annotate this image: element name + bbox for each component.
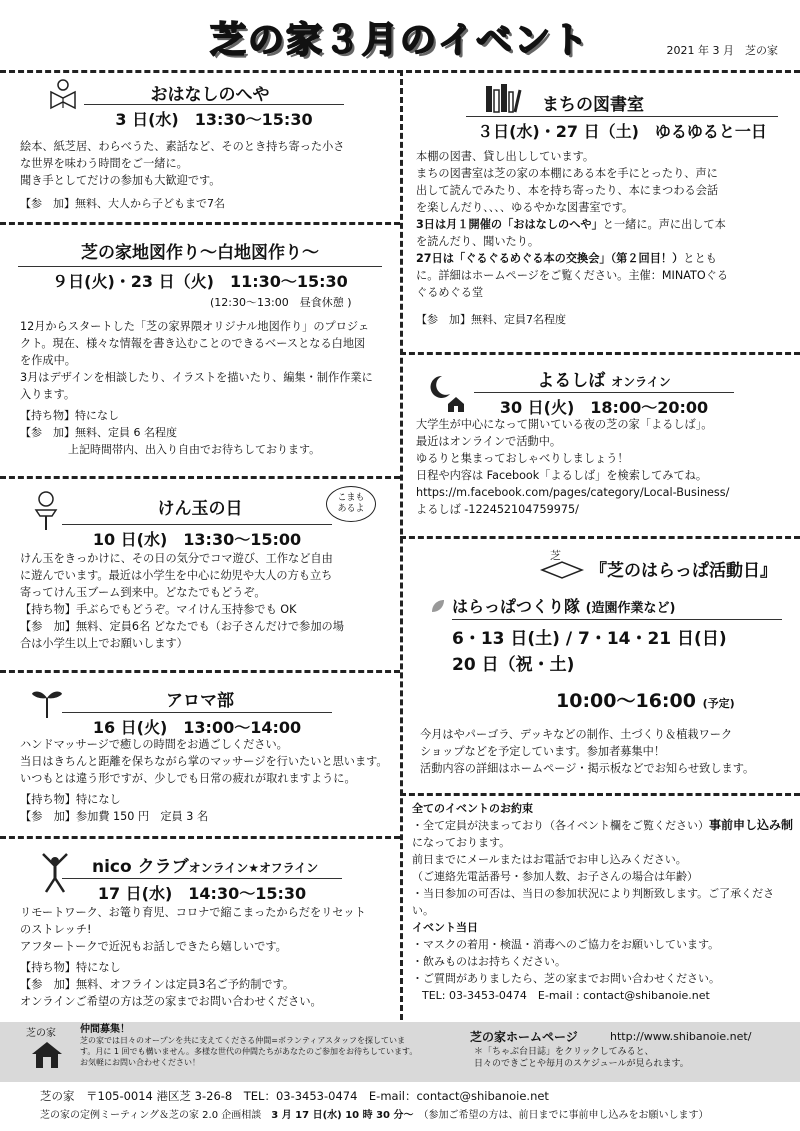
sprout-icon: [30, 684, 64, 720]
harappa-subtitle: [452, 594, 782, 620]
divider-left-3: [0, 670, 400, 673]
field-icon: [540, 548, 584, 582]
rules-day1: ・マスクの着用・検温・消毒へのご協力をお願いしています。: [412, 938, 720, 951]
meeting-label: 芝の家の定例ミーティング＆芝の家 2.0 企画相談: [40, 1110, 262, 1121]
aroma-join: 【参 加】参加費 150 円 定員 3 名: [20, 810, 209, 823]
harappa-dates-1: 6・13 日(土) / 7・14・21 日(日): [452, 629, 727, 649]
divider-center: [400, 70, 403, 1020]
yorushiba-description: 大学生が中心になって開いている夜の芝の家「よるしば」。 最近はオンラインで活動中。 ゆるりと集まっておしゃべりしましょう！ 日程や内容は Facebook「よるしば」を検索してみてね。 https://m.facebook.com/pages/category/Local-Business/ よるしば -122452104759975/: [416, 418, 730, 516]
storybook-icon: [48, 78, 78, 110]
kendama-bring: 【持ち物】手ぶらでもどうぞ。マイけん玉持参でも OK: [20, 603, 297, 616]
meeting-note: （参加ご希望の方は、前日までに事前申し込みをお願いします）: [423, 1110, 709, 1121]
footer-address: 芝の家 〒105-0014 港区芝 3-26-8 TEL：03-3453-0474 E-mail：contact@shibanoie.net: [40, 1089, 549, 1103]
event-time-map: ９日(火)・23 日（火) 11:30〜15:30: [18, 266, 382, 292]
divider-right-3: [400, 793, 800, 796]
moon-house-icon: [426, 374, 466, 414]
rules-contact: TEL: 03-3453-0474 E-mail : contact@shibanoie.net: [422, 989, 710, 1002]
rules-day2: ・飲みものはお持ちください。: [412, 955, 566, 968]
nico-title-main: nico クラブ: [92, 857, 189, 877]
library-note1: と一緒に。声に出して本 を読んだり、聞いたり。: [416, 218, 726, 248]
library-note2: ととも に。詳細はホームページをご覧ください。主催：MINATOぐる ぐるめぐる堂: [416, 252, 729, 299]
map-break-time: (12:30〜13:00 昼食休憩 ): [210, 296, 352, 309]
divider-left-1: [0, 222, 400, 225]
yorushiba-title-sub: オンライン: [611, 375, 671, 389]
recruit-title: 仲間募集！: [80, 1024, 130, 1035]
field-icon-label: 芝: [550, 549, 561, 562]
event-title-library: まちの図書室: [542, 95, 644, 115]
event-title-nico: [80, 852, 380, 877]
library-note2-bold: 27日は「ぐるぐるめぐる本の交換会」（第２回目！）: [416, 252, 684, 265]
divider-right-2: [400, 536, 800, 539]
issue-date: 2021 年 3 月 芝の家: [666, 44, 778, 57]
event-time-yorushiba: 30 日(火) 18:00〜20:00: [474, 392, 734, 418]
event-title-map: 芝の家地図作り〜白地図作り〜: [81, 243, 319, 263]
harappa-time-main: 10:00〜16:00: [556, 690, 696, 712]
harappa-subtitle-main: はらっぱつくり隊: [452, 597, 581, 616]
event-time-ohanashi: 3 日(水) 13:30〜15:30: [84, 104, 344, 130]
harappa-time: [556, 686, 796, 713]
nico-join: 【参 加】無料、オフラインは定員3名ご予約制です。 オンラインご希望の方は芝の家までお問い合わせください。: [20, 978, 322, 1008]
meeting-date: 3 月 17 日(水) 10 時 30 分〜: [271, 1110, 414, 1121]
library-description: 本棚の図書、貸し出ししています。 まちの図書室は芝の家の本棚にある本を手にとったり、声に 出して読んでみたり、本を持ち寄ったり、本にまつわる会話 を楽しんだり、、、、ゆるやかな図書室です。: [416, 150, 719, 214]
recruit-body: 芝の家では日々のオープンを共に支えてくださる仲間=ボランティアスタッフを探していま す。月に 1 回でも構いません。多様な世代の仲間たちがあなたのご参加をお待ちしています。 お気軽にお問い合わせください！: [80, 1036, 418, 1067]
footer-hp-title: 芝の家ホームページ: [470, 1030, 578, 1044]
rules-day3: ・ご質問がありましたら、芝の家までお問い合わせください。: [412, 972, 720, 985]
footer-meeting: [40, 1106, 800, 1121]
event-title-ohanashi: おはなしのへや: [150, 85, 270, 105]
aroma-bring: 【持ち物】特になし: [20, 793, 121, 806]
event-time-aroma: 16 日(火) 13:00〜14:00: [62, 712, 332, 738]
rules-line1b: になっております。: [412, 836, 511, 849]
page-title: 芝の家３月のイベント: [209, 20, 590, 61]
event-body-library: [416, 148, 794, 328]
event-body-yorushiba: [416, 416, 796, 518]
event-title-kendama: けん玉の日: [157, 499, 243, 519]
divider-left-4: [0, 836, 400, 839]
rules-line4: ・当日参加の可否は、当日の参加状況により判断致します。ご了承ください。: [412, 887, 775, 917]
rules-line2: 前日までにメールまたはお電話でお申し込みください。: [412, 853, 687, 866]
nico-description: リモートワーク、お篭り育児、コロナで縮こまったからだをリセット のストレッチ! アフタートークで近況もお話しできたら嬉しいです。: [20, 906, 366, 953]
map-join-note: 上記時間帯内、出入り自由でお待ちしております。: [68, 443, 321, 456]
rules-line1: ・全て定員が決まっており（各イベント欄をご覧ください）: [412, 819, 709, 832]
library-join: 【参 加】無料、定員7名程度: [416, 313, 566, 326]
yorushiba-title-main: よるしば: [537, 371, 606, 391]
kendama-badge: こまも あるよ: [326, 486, 376, 522]
event-title-yorushiba: [474, 366, 734, 391]
nico-bring: 【持ち物】特になし: [20, 961, 121, 974]
footer-recruit: [80, 1024, 420, 1068]
map-join: 【参 加】無料、定員 6 名程度: [20, 426, 177, 439]
event-time-nico: 17 日(水) 14:30〜15:30: [62, 878, 342, 904]
map-bring: 【持ち物】特になし: [20, 409, 119, 422]
kendama-description: けん玉をきっかけに、その日の気分でコマ遊び、工作など自由 に遊んでいます。最近は小学生を中心に幼児や大人の方も立ち 寄ってけん玉ブーム到来中。どなたでもどうぞ。: [20, 552, 333, 599]
map-description: 12月からスタートした「芝の家界隈オリジナル地図作り」のプロジェ クト。現在、様々な情報を書き込むことのできるベースとなる白地図 を作成中。 3月はデザインを相談したり、イラストを描いたり、編集・制作作業に 入ります。: [20, 320, 373, 401]
event-time-kendama: 10 日(水) 13:30〜15:00: [62, 524, 332, 550]
house-logo-icon: [30, 1040, 64, 1070]
footer-logo-text: 芝の家: [26, 1028, 56, 1039]
event-rules: [412, 800, 796, 1004]
event-title-aroma: アロマ部: [166, 691, 234, 711]
footer-hp-url[interactable]: http://www.shibanoie.net/: [610, 1030, 752, 1043]
footer-hp-note: ＊「ちゃぶ台日誌」をクリックしてみると、 日々のできごとや毎月のスケジュールが見られます。: [474, 1047, 689, 1069]
harappa-subtitle-note: (造園作業など): [585, 601, 676, 616]
library-note1-bold: 3日は月１開催の「おはなしのへや」: [416, 218, 603, 231]
event-body-aroma: [20, 736, 395, 825]
event-body-harappa: [420, 726, 798, 777]
ohanashi-description: 絵本、紙芝居、わらべうた、素話など、そのとき持ち寄った小さ な世界を味わう時間をご一緒に。 聞き手としてだけの参加も大歓迎です。: [20, 140, 345, 187]
event-body-nico: [20, 904, 395, 1010]
leaf-icon: [430, 598, 446, 614]
divider-right-1: [400, 352, 800, 355]
event-title-harappa: 『芝のはらっぱ活動日』: [590, 561, 777, 581]
event-body-ohanashi: [20, 138, 390, 212]
rules-line1-bold: 事前申し込み制: [709, 818, 794, 832]
ohanashi-join: 【参 加】無料、大人から子どもまで7名: [20, 197, 225, 210]
rules-line3: （ご連絡先電話番号・参加人数、お子さんの場合は年齢）: [412, 870, 698, 883]
event-body-map: [20, 318, 392, 458]
rules-title: 全てのイベントのお約束: [412, 802, 533, 815]
rules-day-title: イベント当日: [412, 921, 478, 934]
event-body-kendama: [20, 550, 392, 652]
harappa-description: 今月はやパーゴラ、デッキなどの制作、土づくり＆植栽ワーク ショップなどを予定しています。参加者募集中！ 活動内容の詳細はホームページ・掲示板などでお知らせ致します。: [420, 728, 755, 775]
nico-title-sub: オンライン★オフライン: [188, 861, 319, 875]
bookshelf-icon: [484, 82, 522, 114]
kendama-icon: [30, 490, 62, 532]
harappa-dates-2: 20 日（祝・土): [452, 655, 575, 675]
harappa-time-note: (予定): [702, 697, 735, 710]
kendama-join: 【参 加】無料、定員6名 どなたでも（お子さんだけで参加の場 合は小学生以上でお願いします）: [20, 620, 344, 650]
divider-left-2: [0, 476, 400, 479]
event-time-library: ３日(水)・27 日（土) ゆるゆると一日: [466, 116, 778, 142]
aroma-description: ハンドマッサージで癒しの時間をお過ごしください。 当日はきちんと距離を保ちながら掌のマッサージを行いたいと思います。 いつもとは違う形ですが、少しでも日常の疲れが取れますように。: [20, 738, 388, 785]
